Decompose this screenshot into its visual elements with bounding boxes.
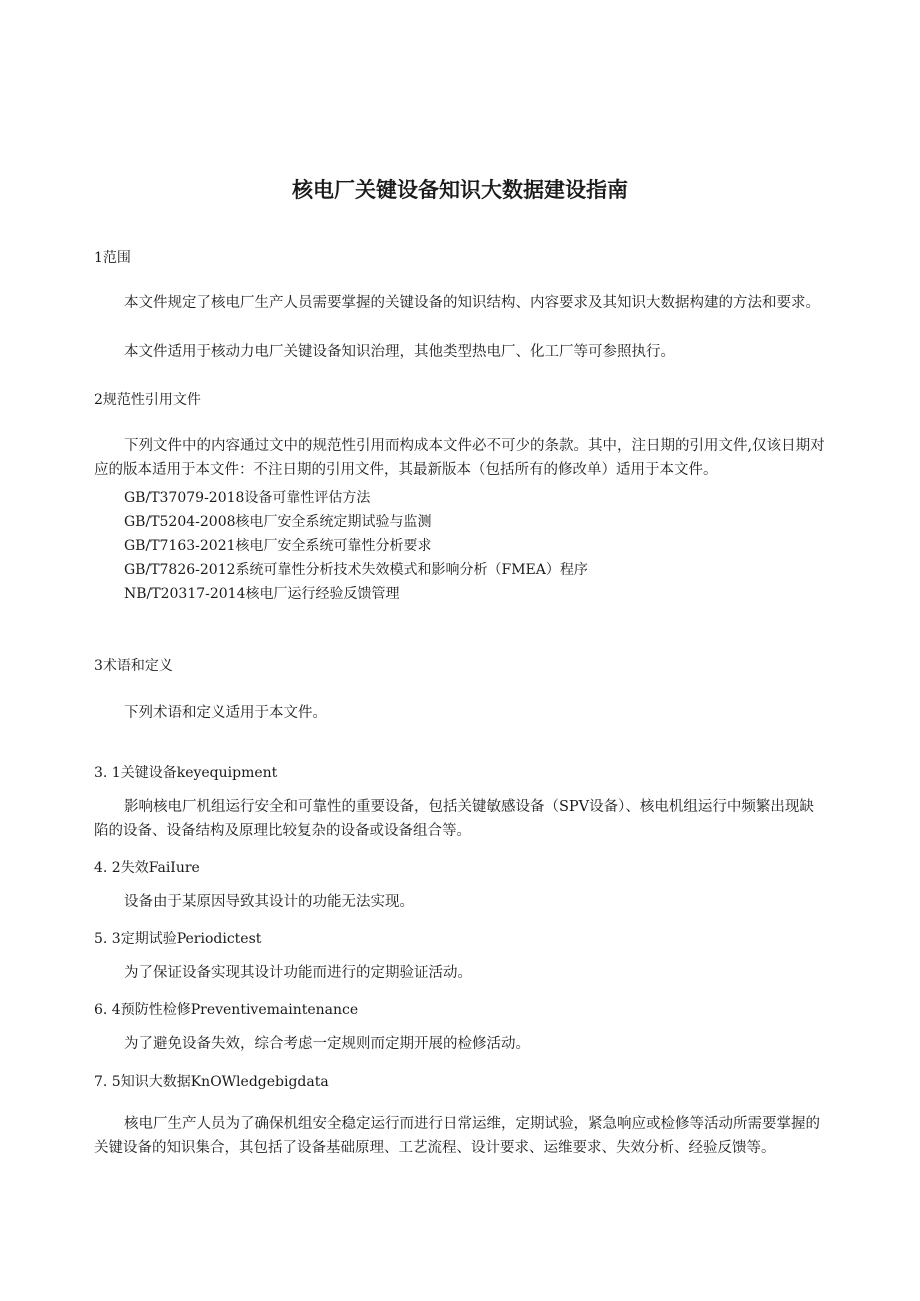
normative-reference: GB/T7826-2012系统可靠性分析技术失效模式和影响分析（FMEA）程序 (124, 562, 588, 578)
term-heading: 3. 1关键设备keyequipment (94, 765, 278, 781)
section-2-paragraph-1 (94, 434, 826, 482)
term-definition-text: 核电厂生产人员为了确保机组安全稳定运行而进行日常运维，定期试验，紧急响应或检修等活动所需要掌握的关键设备的知识集合，其包括了设备基础原理、工艺流程、设计要求、运维要求、失效分析、经验反馈等。 (94, 1116, 820, 1156)
section-2-heading: 2规范性引用文件 (94, 392, 201, 408)
term-definition (94, 1112, 826, 1160)
term-definition (94, 1032, 826, 1056)
term-definition-text: 为了保证设备实现其设计功能而进行的定期验证活动。 (124, 965, 472, 981)
term-heading: 5. 3定期试验Periodictest (94, 931, 262, 947)
term-definition-text: 设备由于某原因导致其设计的功能无法实现。 (124, 894, 414, 910)
term-definition (94, 890, 826, 914)
normative-reference: GB/T37079-2018设备可靠性评估方法 (124, 490, 371, 506)
term-definition (94, 795, 826, 843)
normative-reference: NB/T20317-2014核电厂运行经验反馈管理 (124, 586, 400, 602)
term-heading: 7. 5知识大数据KnOWledgebigdata (94, 1074, 329, 1090)
section-1-paragraph-1 (94, 291, 826, 315)
section-1-paragraph-1-text: 本文件规定了核电厂生产人员需要掌握的关键设备的知识结构、内容要求及其知识大数据构建的方法和要求。 (124, 295, 820, 311)
section-1-heading: 1范围 (94, 250, 131, 266)
normative-reference: GB/T5204-2008核电厂安全系统定期试验与监测 (124, 514, 432, 530)
term-heading: 4. 2失效FaiIure (94, 860, 200, 876)
section-3-heading: 3术语和定义 (94, 658, 173, 674)
section-1-paragraph-2-text: 本文件适用于核动力电厂关键设备知识治理，其他类型热电厂、化工厂等可参照执行。 (124, 344, 675, 360)
term-heading: 6. 4预防性检修Preventivemaintenance (94, 1002, 359, 1018)
normative-reference: GB/T7163-2021核电厂安全系统可靠性分析要求 (124, 538, 432, 554)
term-definition-text: 为了避免设备失效，综合考虑一定规则而定期开展的检修活动。 (124, 1036, 530, 1052)
section-1-paragraph-2 (94, 340, 826, 364)
section-2-paragraph-1-text: 下列文件中的内容通过文中的规范性引用而构成本文件必不可少的条款。其中，注日期的引用文件,仅该日期对应的版本适用于本文件：不注日期的引用文件，其最新版本（包括所有的修改单）适用于本文件。 (94, 438, 825, 478)
document-title: 核电厂关键设备知识大数据建设指南 (292, 178, 628, 202)
term-definition-text: 影响核电厂机组运行安全和可靠性的重要设备，包括关键敏感设备（SPV设备）、核电机组运行中频繁出现缺陷的设备、设备结构及原理比较复杂的设备或设备组合等。 (94, 799, 814, 839)
term-definition (94, 961, 826, 985)
section-3-intro-text: 下列术语和定义适用于本文件。 (124, 705, 327, 721)
section-3-intro (94, 701, 826, 725)
